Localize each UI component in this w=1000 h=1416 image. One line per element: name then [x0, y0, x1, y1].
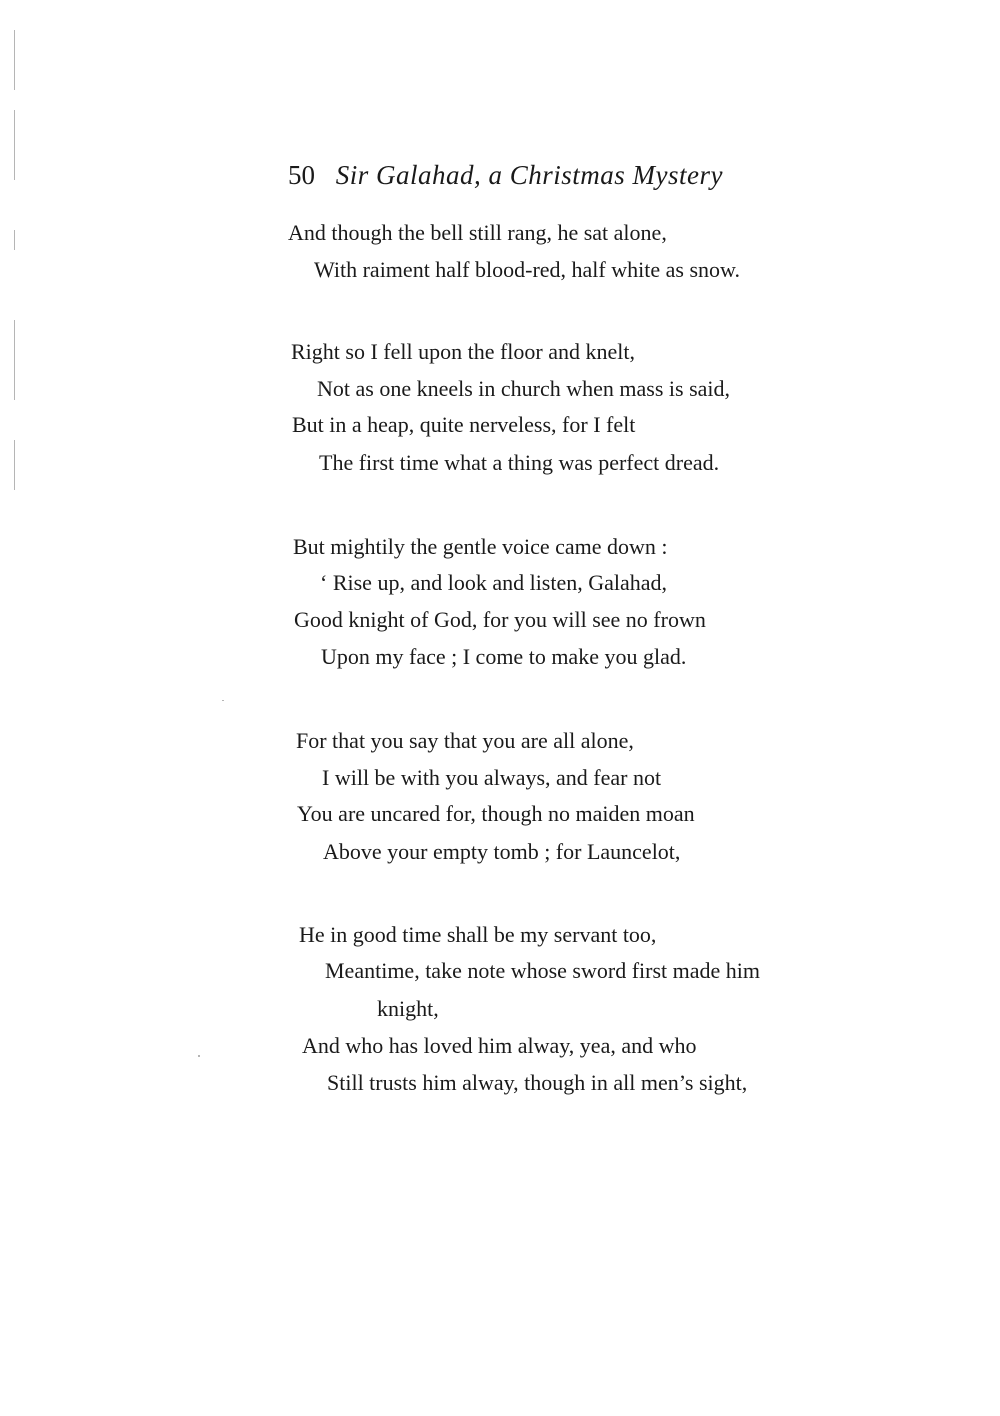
- poem-line: But in a heap, quite nerveless, for I felt: [292, 412, 636, 437]
- poem-line: For that you say that you are all alone,: [296, 728, 634, 753]
- running-title: Sir Galahad, a Christmas Mystery: [335, 160, 723, 190]
- scan-mark: [14, 30, 15, 90]
- poem-line: Still trusts him alway, though in all men’s sight,: [327, 1070, 748, 1095]
- poem-line: knight,: [377, 996, 439, 1021]
- poem-line: He in good time shall be my servant too,: [299, 922, 657, 947]
- poem-line: But mightily the gentle voice came down :: [293, 534, 668, 559]
- poem-line: Meantime, take note whose sword first made him: [325, 958, 761, 983]
- poem-line: With raiment half blood-red, half white as snow.: [314, 257, 740, 282]
- poem-line: Right so I fell upon the floor and knelt,: [291, 339, 635, 364]
- scan-mark: [14, 440, 15, 490]
- poem-line: The first time what a thing was perfect dread.: [319, 450, 720, 475]
- scan-mark: [14, 320, 15, 400]
- scan-mark: [222, 700, 224, 701]
- scan-mark: [14, 110, 15, 180]
- poem-line: Above your empty tomb ; for Launcelot,: [323, 839, 681, 864]
- poem-line: Not as one kneels in church when mass is said,: [317, 376, 731, 401]
- scan-mark: [14, 230, 15, 250]
- scan-mark: [198, 1055, 200, 1057]
- poem-line: You are uncared for, though no maiden moan: [297, 801, 695, 826]
- poem-line: ‘ Rise up, and look and listen, Galahad,: [320, 570, 668, 595]
- page-number: 50: [288, 160, 315, 190]
- poem-line: I will be with you always, and fear not: [322, 765, 662, 790]
- poem-line: And who has loved him alway, yea, and who: [302, 1033, 697, 1058]
- poem-line: And though the bell still rang, he sat alone,: [288, 220, 667, 245]
- poem-line: Good knight of God, for you will see no frown: [294, 607, 706, 632]
- poem-line: Upon my face ; I come to make you glad.: [321, 644, 687, 669]
